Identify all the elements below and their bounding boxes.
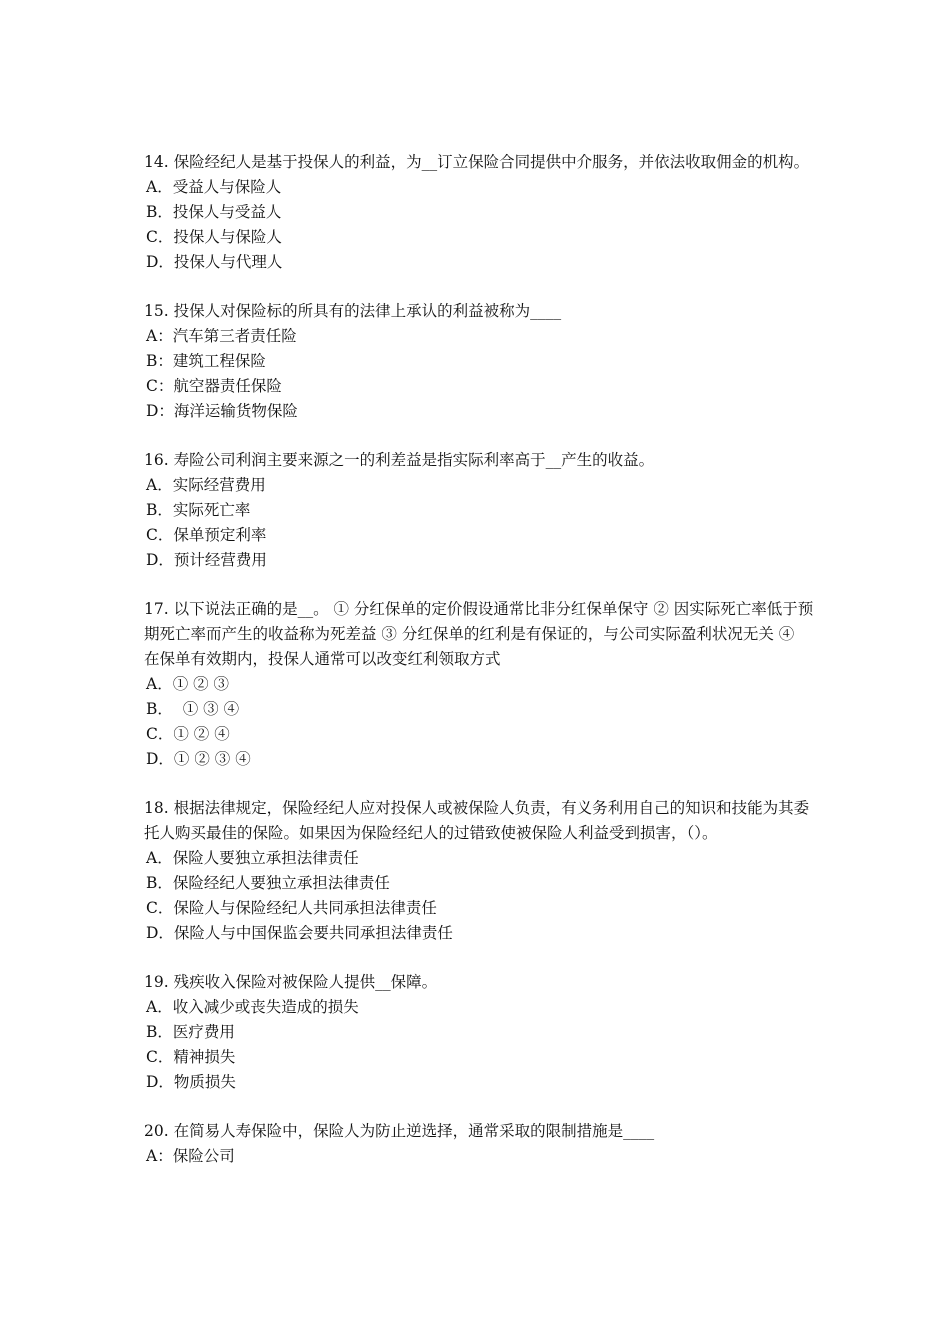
option-b: B． ① ③ ④ bbox=[146, 700, 240, 718]
option-b: B．保险经纪人要独立承担法律责任 bbox=[146, 874, 390, 892]
option-b: B：建筑工程保险 bbox=[146, 352, 266, 370]
option-a: A．受益人与保险人 bbox=[146, 178, 282, 196]
document-page bbox=[144, 150, 814, 1193]
option-a: A．① ② ③ bbox=[146, 675, 230, 693]
option-d: D．投保人与代理人 bbox=[146, 253, 283, 271]
question-18 bbox=[144, 796, 814, 946]
option-b: B．实际死亡率 bbox=[146, 501, 251, 519]
option-c: C．保单预定利率 bbox=[146, 526, 267, 544]
option-d: D．物质损失 bbox=[146, 1073, 236, 1091]
option-c: C．保险人与保险经纪人共同承担法律责任 bbox=[146, 899, 437, 917]
question-stem: 16. 寿险公司利润主要来源之一的利差益是指实际利率高于__产生的收益。 bbox=[144, 451, 655, 469]
option-d: D．预计经营费用 bbox=[146, 551, 267, 569]
question-16 bbox=[144, 448, 814, 573]
option-b: B．医疗费用 bbox=[146, 1023, 235, 1041]
option-a: A．收入减少或丧失造成的损失 bbox=[146, 998, 359, 1016]
option-a: A：保险公司 bbox=[146, 1147, 235, 1165]
question-14 bbox=[144, 150, 814, 275]
question-20 bbox=[144, 1119, 814, 1169]
question-stem: 19. 残疾收入保险对被保险人提供__保障。 bbox=[144, 973, 438, 991]
option-c: C．投保人与保险人 bbox=[146, 228, 282, 246]
question-15 bbox=[144, 299, 814, 424]
option-d: D．① ② ③ ④ bbox=[146, 750, 251, 768]
option-b: B．投保人与受益人 bbox=[146, 203, 282, 221]
question-stem: 20. 在简易人寿保险中，保险人为防止逆选择，通常采取的限制措施是____ bbox=[144, 1122, 655, 1140]
option-c: C．① ② ④ bbox=[146, 725, 230, 743]
question-stem: 14. 保险经纪人是基于投保人的利益，为__订立保险合同提供中介服务，并依法收取佣金的机构。 bbox=[144, 153, 810, 171]
option-d: D：海洋运输货物保险 bbox=[146, 402, 298, 420]
option-a: A．保险人要独立承担法律责任 bbox=[146, 849, 359, 867]
question-17 bbox=[144, 597, 814, 772]
option-c: C：航空器责任保险 bbox=[146, 377, 282, 395]
option-c: C．精神损失 bbox=[146, 1048, 236, 1066]
question-stem: 17. 以下说法正确的是__。 ① 分红保单的定价假设通常比非分红保单保守 ② 因实际死亡率低于预期死亡率而产生的收益称为死差益 ③ 分红保单的红利是有保证的，与公司实际盈利状况无关 ④ 在保单有效期内，投保人通常可以改变红利领取方式 bbox=[144, 600, 814, 668]
question-stem: 15. 投保人对保险标的所具有的法律上承认的利益被称为____ bbox=[144, 302, 562, 320]
option-a: A：汽车第三者责任险 bbox=[146, 327, 297, 345]
option-d: D．保险人与中国保监会要共同承担法律责任 bbox=[146, 924, 453, 942]
question-stem: 18. 根据法律规定，保险经纪人应对投保人或被保险人负责，有义务利用自己的知识和技能为其委托人购买最佳的保险。如果因为保险经纪人的过错致使被保险人利益受到损害，（）。 bbox=[144, 799, 810, 842]
question-19 bbox=[144, 970, 814, 1095]
option-a: A．实际经营费用 bbox=[146, 476, 266, 494]
